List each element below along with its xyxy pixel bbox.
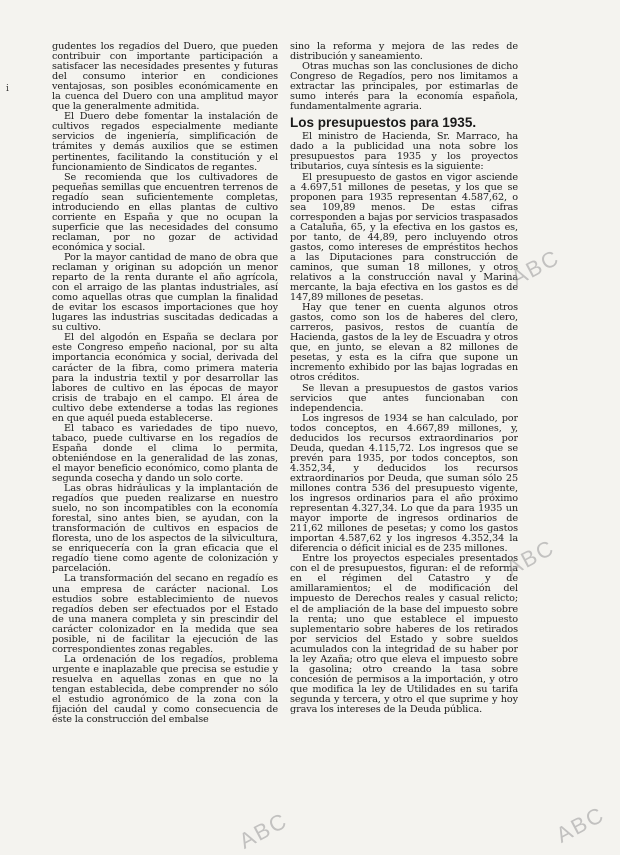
left-paragraph: Se recomienda que los cultivadores de pequeñas semillas que encuentren terrenos de regadío sean suficientemente completas, introduciendo en ellas plantas de cultivo corriente en España y que no ocupan la superficie que las necesidades del consumo reclaman, por no gozar de actividad económica y social. [52, 171, 278, 253]
right-paragraph: Se llevan a presupuestos de gastos varios servicios que antes funcionaban con independencia. [290, 382, 518, 414]
abc-watermark: ABC [506, 244, 564, 291]
left-paragraph: Por la mayor cantidad de mano de obra que reclaman y originan su adopción un menor reparto de la renta durante el año agrícola, con el arraigo de las plantas industriales, así como aquellas otras que cumplan la finalidad de evitar los escasos importaciones que hoy lugares las industrias suscitadas dedicadas a su cultivo. [52, 251, 278, 334]
right-paragraph: Entre los proyectos especiales presentados con el de presupuestos, figuran: el de reforma en el régimen del Catastro y de amillaramientos; el de modificación del impuesto de Derechos reales y casual relicto; el de ampliación de la base del impuesto sobre la renta; uno que establece el impuesto suplementario sobre haberes de los retirados por servicios del Estado y sobre sueldos acumulados con la integridad de su haber por la ley Azaña; otro que eleva el impuesto sobre la gasolina; otro creando la tasa sobre concesión de permisos a la importación, y otro que modifica la ley de Utilidades en su tarifa segunda y tercera, y otro el que suprime y hoy grava los intereses de la Deuda pública. [290, 553, 518, 715]
right-paragraph: Los ingresos de 1934 se han calculado, por todos conceptos, en 4.667,89 millones, y, deducidos los recursos extraordinarios por Deuda, quedan 4.115,72. Los ingresos que se prevén para 1935, por todos conceptos, son 4.352,34, y deducidos los recursos extraordinarios por Deuda, que suman sólo 25 millones contra 536 del presupuesto vigente, los ingresos ordinarios para el año próximo representan 4.327,34. Lo que da para 1935 un mayor importe de ingresos ordinarios de 211,62 millones de pesetas; y como los gastos importan 4.587,62 y los ingresos 4.352,34 la diferencia o déficit inicial es de 235 millones. [290, 412, 518, 555]
left-column [52, 42, 278, 842]
right-paragraph: Hay que tener en cuenta algunos otros gastos, como son los de haberes del clero, carreros, pasivos, restos de cuantía de Hacienda, gastos de la ley de Escuadra y otros que, en junto, se elevan a 82 millones de pesetas, y esta es la cifra que supone un incremento exhibido por las bajas logradas en otros créditos. [290, 302, 518, 384]
section-heading: Los presupuestos para 1935. [290, 115, 477, 131]
left-paragraph: La transformación del secano en regadío es una empresa de carácter nacional. Los estudios sobre establecimiento de nuevos regadíos deben ser efectuados por el Estado de una manera completa y sin prescindir del carácter colonizador en la medida que sea posible, ni de facilitar la ejecución de las correspondientes zonas regables. [52, 573, 278, 655]
left-paragraph: El del algodón en España se declara por este Congreso empeño nacional, por su alta importancia económica y social, derivada del carácter de la fibra, como primera materia para la industria textil y por desarrollar las labores de cultivo en las épocas de mayor crisis de trabajo en el campo. El área de cultivo debe extenderse a todas las regiones en que aquél pueda establecerse. [52, 332, 278, 424]
right-paragraph: Otras muchas son las conclusiones de dicho Congreso de Regadíos, pero nos limitamos a extractar las principales, por estimarlas de sumo interés para la economía española, fundamentalmente agraria. [290, 61, 518, 113]
left-paragraph: El tabaco es variedades de tipo nuevo, tabaco, puede cultivarse en los regadíos de España donde el clima lo permita, obteniéndose en la generalidad de las zonas, el mayor beneficio económico, como planta de segunda cosecha y dando un solo corte. [52, 422, 278, 485]
abc-watermark: ABC [551, 801, 609, 848]
left-paragraph: El Duero debe fomentar la instalación de cultivos regados especialmente mediante servicios de ingeniería, simplificación de trámites y demás auxilios que se estimen pertinentes, facilitando la constitución y el funcionamiento de Sindicatos de regantes. [52, 111, 278, 173]
left-paragraph: gudentes los regadíos del Duero, que pueden contribuir con importante participación a satisfacer las necesidades presentes y futuras del consumo interior en condiciones ventajosas, son posibles económicamente en la cuenca del Duero con una amplitud mayor que la generalmente admitida. [52, 42, 278, 113]
right-paragraph: El ministro de Hacienda, Sr. Marraco, ha dado a la publicidad una nota sobre los presupuestos para 1935 y los proyectos tributarios, cuya síntesis es la siguiente: [290, 131, 518, 173]
abc-watermark: ABC [501, 534, 559, 581]
right-paragraph: El presupuesto de gastos en vigor asciende a 4.697,51 millones de pesetas, y los que se proponen para 1935 representan 4.587,62, o sea 109,89 menos. De estas cifras corresponden a bajas por servicios traspasados a Cataluña, 65, y la efectiva en los gastos es, por tanto, de 44,89, pero incluyendo otros gastos, como intereses de empréstitos hechos a las Diputaciones para construcción de caminos, que suman 18 millones, y otros relativos a la construcción naval y Marina mercante, la baja efectiva en los gastos es de 147,89 millones de pesetas. [290, 171, 518, 304]
right-paragraph: sino la reforma y mejora de las redes de distribución y saneamiento. [290, 42, 518, 63]
margin-mark: i [6, 84, 9, 94]
abc-watermark: ABC [234, 807, 292, 854]
left-paragraph: La ordenación de los regadíos, problema urgente e inaplazable que precisa se estudie y resuelva en aquellas zonas en que no la tengan establecida, debe comprender no sólo el estudio agronómico de la zona con la fijación del caudal y como consecuencia de éste la construcción del embalse [52, 653, 278, 726]
left-paragraph: Las obras hidráulicas y la implantación de regadíos que pueden realizarse en nuestro suelo, no son incompatibles con la economía forestal, sino antes bien, se ayudan, con la transformación de cultivos en espacios de floresta, uno de los aspectos de la silvicultura, se enriquecería con la gran eficacia que el regadío tiene como agente de colonización y parcelación. [52, 483, 278, 575]
right-column [290, 42, 518, 842]
